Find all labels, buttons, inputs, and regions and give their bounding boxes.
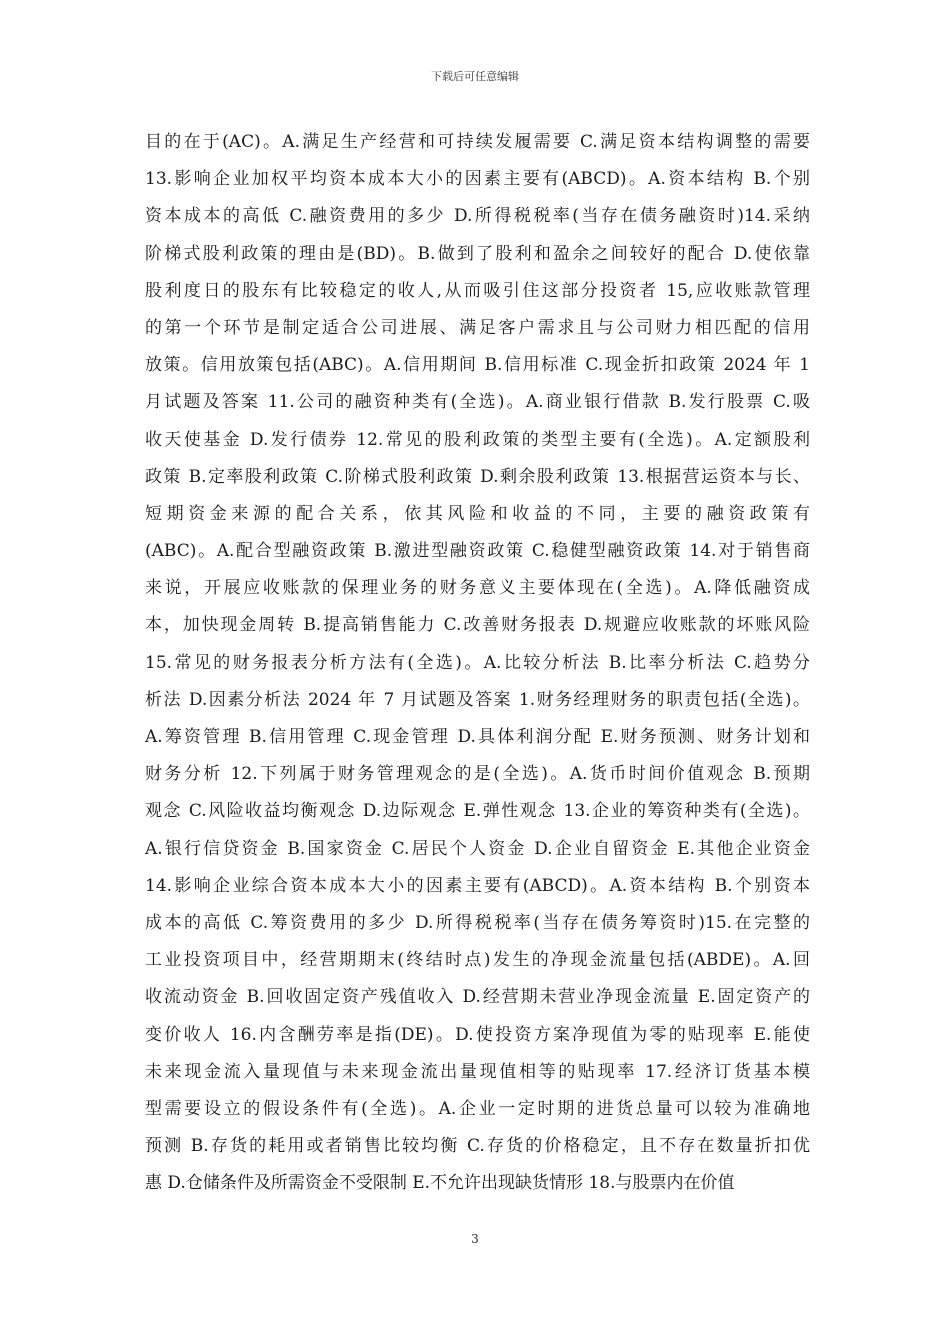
page-header: 下载后可任意编辑 — [431, 70, 519, 83]
text-line: 收天使基金 D.发行债券 12.常见的股利政策的类型主要有(全选)。A.定额股利 — [145, 429, 810, 450]
text-line: 的第一个环节是制定适合公司进展、满足客户需求且与公司财力相匹配的信用 — [145, 317, 810, 338]
text-line: 本，加快现金周转 B.提高销售能力 C.改善财务报表 D.规避应收账款的坏账风险 — [145, 615, 810, 636]
text-line: 15.常见的财务报表分析方法有(全选)。A.比较分析法 B.比率分析法 C.趋势分 — [145, 652, 810, 673]
text-line: 月试题及答案 11.公司的融资种类有(全选)。A.商业银行借款 B.发行股票 C.吸 — [145, 392, 810, 413]
text-line: 析法 D.因素分析法 2024 年 7 月试题及答案 1.财务经理财务的职责包括(全选)。 — [145, 689, 810, 710]
text-line: 变价收人 16.内含酬劳率是指(DE)。D.使投资方案净现值为零的贴现率 E.能使 — [145, 1024, 810, 1045]
text-line: A.筹资管理 B.信用管理 C.现金管理 D.具体利润分配 E.财务预测、财务计划和 — [145, 727, 810, 747]
text-line: 惠 D.仓储条件及所需资金不受限制 E.不允许出现缺货情形 18.与股票内在价值 — [145, 1173, 735, 1194]
text-line: 未来现金流入量现值与未来现金流出量现值相等的贴现率 17.经济订货基本模 — [145, 1061, 810, 1082]
text-line: 目的在于(AC)。A.满足生产经营和可持续发履需要 C.满足资本结构调整的需要 — [145, 132, 810, 152]
page-number: 3 — [471, 1232, 479, 1246]
text-line: (ABC)。A.配合型融资政策 B.激进型融资政策 C.稳健型融资政策 14.对于销售商 — [145, 541, 810, 562]
text-line: 观念 C.风险收益均衡观念 D.边际观念 E.弹性观念 13.企业的筹资种类有(全选)。 — [145, 801, 810, 822]
text-line: 13.影响企业加权平均资本成本大小的因素主要有(ABCD)。A.资本结构 B.个别 — [145, 169, 810, 190]
text-line: 财务分析 12.下列属于财务管理观念的是(全选)。A.货币时间价值观念 B.预期 — [145, 764, 810, 785]
text-line: A.银行信贷资金 B.国家资金 C.居民个人资金 D.企业自留资金 E.其他企业资金 — [145, 838, 810, 859]
text-line: 阶梯式股利政策的理由是(BD)。B.做到了股利和盈余之间较好的配合 D.使依靠 — [145, 243, 810, 264]
text-line: 短期资金来源的配合关系，依其风险和收益的不同，主要的融资政策有 — [145, 503, 810, 524]
document-body — [145, 124, 810, 1202]
text-line: 14.影响企业综合资本成本大小的因素主要有(ABCD)。A.资本结构 B.个别资本 — [145, 875, 810, 896]
text-line: 股利度日的股东有比较稳定的收人,从而吸引住这部分投资者 15,应收账款管理 — [145, 280, 810, 301]
text-line: 政策 B.定率股利政策 C.阶梯式股利政策 D.剩余股利政策 13.根据营运资本与长、 — [145, 466, 810, 487]
text-line: 来说，开展应收账款的保理业务的财务意义主要体现在(全选)。A.降低融资成 — [145, 578, 810, 599]
text-line: 放策。信用放策包括(ABC)。A.信用期间 B.信用标准 C.现金折扣政策 2024 年 1 — [145, 355, 810, 376]
text-line: 资本成本的高低 C.融资费用的多少 D.所得税税率(当存在债务融资时)14.采纳 — [145, 206, 810, 227]
text-line: 收流动资金 B.回收固定资产残值收入 D.经营期未营业净现金流量 E.固定资产的 — [145, 987, 810, 1008]
text-line: 型需要设立的假设条件有(全选)。A.企业一定时期的进货总量可以较为准确地 — [145, 1098, 810, 1119]
text-line: 成本的高低 C.筹资费用的多少 D.所得税税率(当存在债务筹资时)15.在完整的 — [145, 912, 810, 933]
text-line: 工业投资项目中，经营期期末(终结时点)发生的净现金流量包括(ABDE)。A.回 — [145, 950, 810, 971]
text-line: 预测 B.存货的耗用或者销售比较均衡 C.存货的价格稳定，且不存在数量折扣优 — [145, 1136, 810, 1157]
